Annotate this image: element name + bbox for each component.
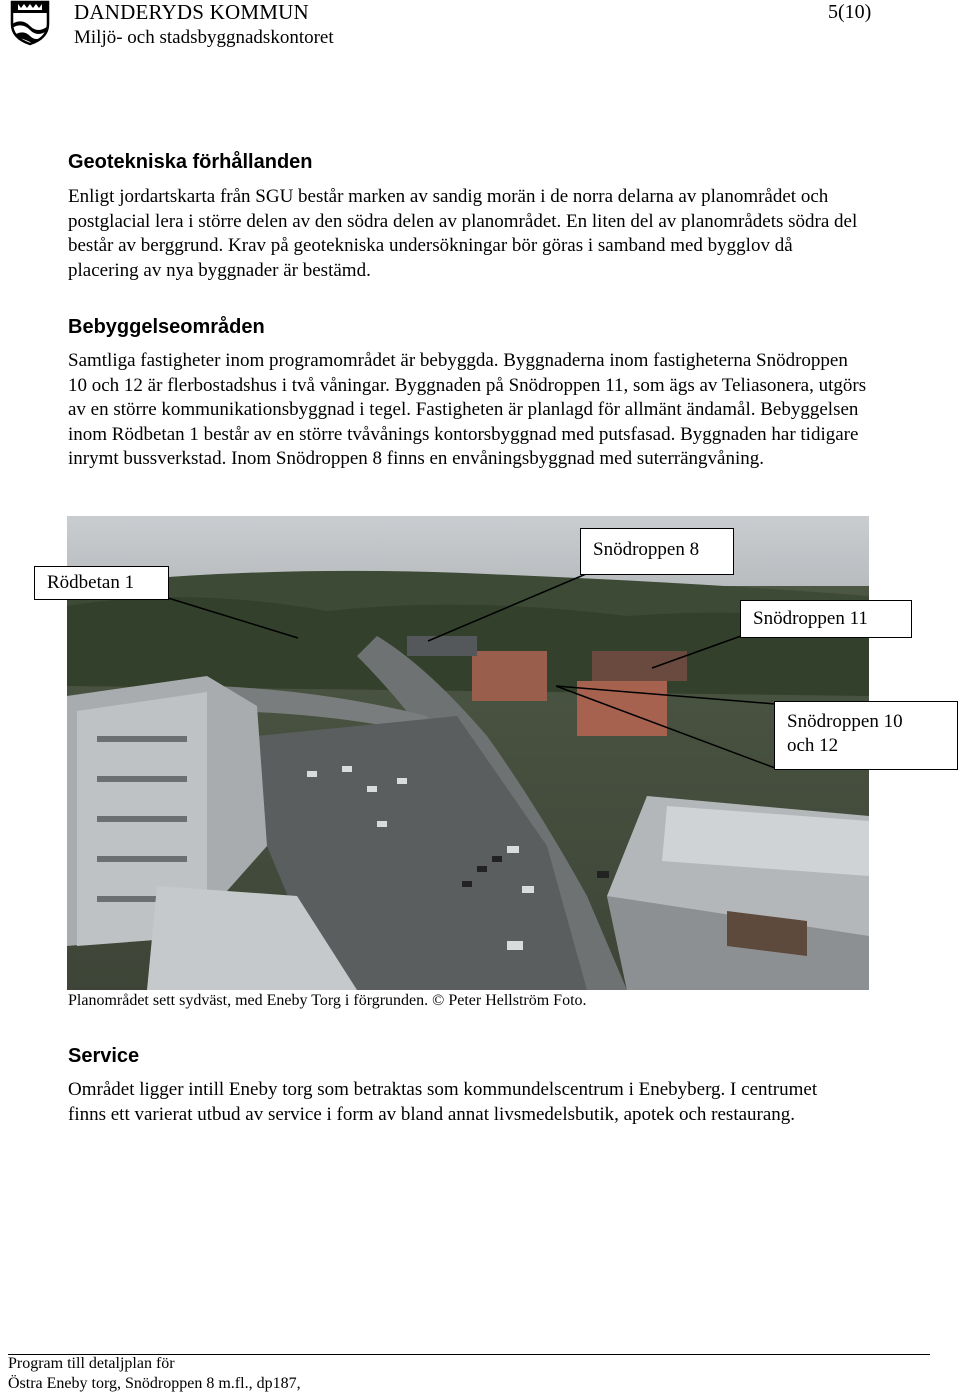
organization-name: DANDERYDS KOMMUN — [74, 0, 309, 24]
aerial-photo — [67, 516, 869, 990]
photo-caption: Planområdet sett sydväst, med Eneby Torg i förgrunden. © Peter Hellström Foto. — [68, 992, 587, 1009]
page-number: 5(10) — [828, 1, 872, 23]
department-name: Miljö- och stadsbyggnadskontoret — [74, 27, 334, 48]
footer-line-2: Östra Eneby torg, Snödroppen 8 m.fl., dp187, — [8, 1375, 301, 1392]
footer-line-1: Program till detaljplan för — [8, 1355, 175, 1372]
callout-snodroppen-8: Snödroppen 8 — [580, 528, 734, 575]
callout-snodroppen-11: Snödroppen 11 — [740, 600, 912, 638]
callout-snodroppen-10-12 — [774, 701, 958, 770]
callout-snodroppen-10-12-line1: Snödroppen 10 — [787, 711, 903, 732]
section-heading-geotechnical: Geotekniska förhållanden — [68, 151, 313, 173]
section-heading-service: Service — [68, 1045, 140, 1067]
callout-snodroppen-10-12-line2: och 12 — [787, 735, 839, 756]
section-heading-built-areas: Bebyggelseområden — [68, 316, 265, 338]
paragraph-geotechnical: Enligt jordartskarta från SGU består marken av sandig morän i de norra delarna av planområdet och postglacial lera i större delen av den södra delen av planområdet. En liten del av planområdets södra del består av berggrund. Krav på geotekniska undersökningar bör göras i samband med bygglov då placering av nya byggnader är bestämd. — [68, 186, 858, 281]
coat-of-arms-icon — [10, 0, 50, 46]
callout-rodbetan-1: Rödbetan 1 — [34, 566, 169, 600]
paragraph-service: Området ligger intill Eneby torg som betraktas som kommundelscentrum i Enebyberg. I centrumet finns ett varierat utbud av service i form av bland annat livsmedelsbutik, apotek och restaurang. — [68, 1079, 818, 1125]
paragraph-built-areas: Samtliga fastigheter inom programområdet är bebyggda. Byggnaderna inom fastigheterna Snödroppen 10 och 12 är flerbostadshus i två våningar. Byggnaden på Snödroppen 11, som ägs av Teliasonera, utgörs av en större kommunikationsbyggnad i tegel. Fastigheten är planlagd för allmänt ändamål. Bebyggelsen inom Rödbetan 1 består av en större tvåvånings kontorsbyggnad med putsfasad. Byggnaden har tidigare inrymt bussverkstad. Inom Snödroppen 8 finns en envåningsbyggnad med suterrängvåning. — [68, 350, 867, 470]
